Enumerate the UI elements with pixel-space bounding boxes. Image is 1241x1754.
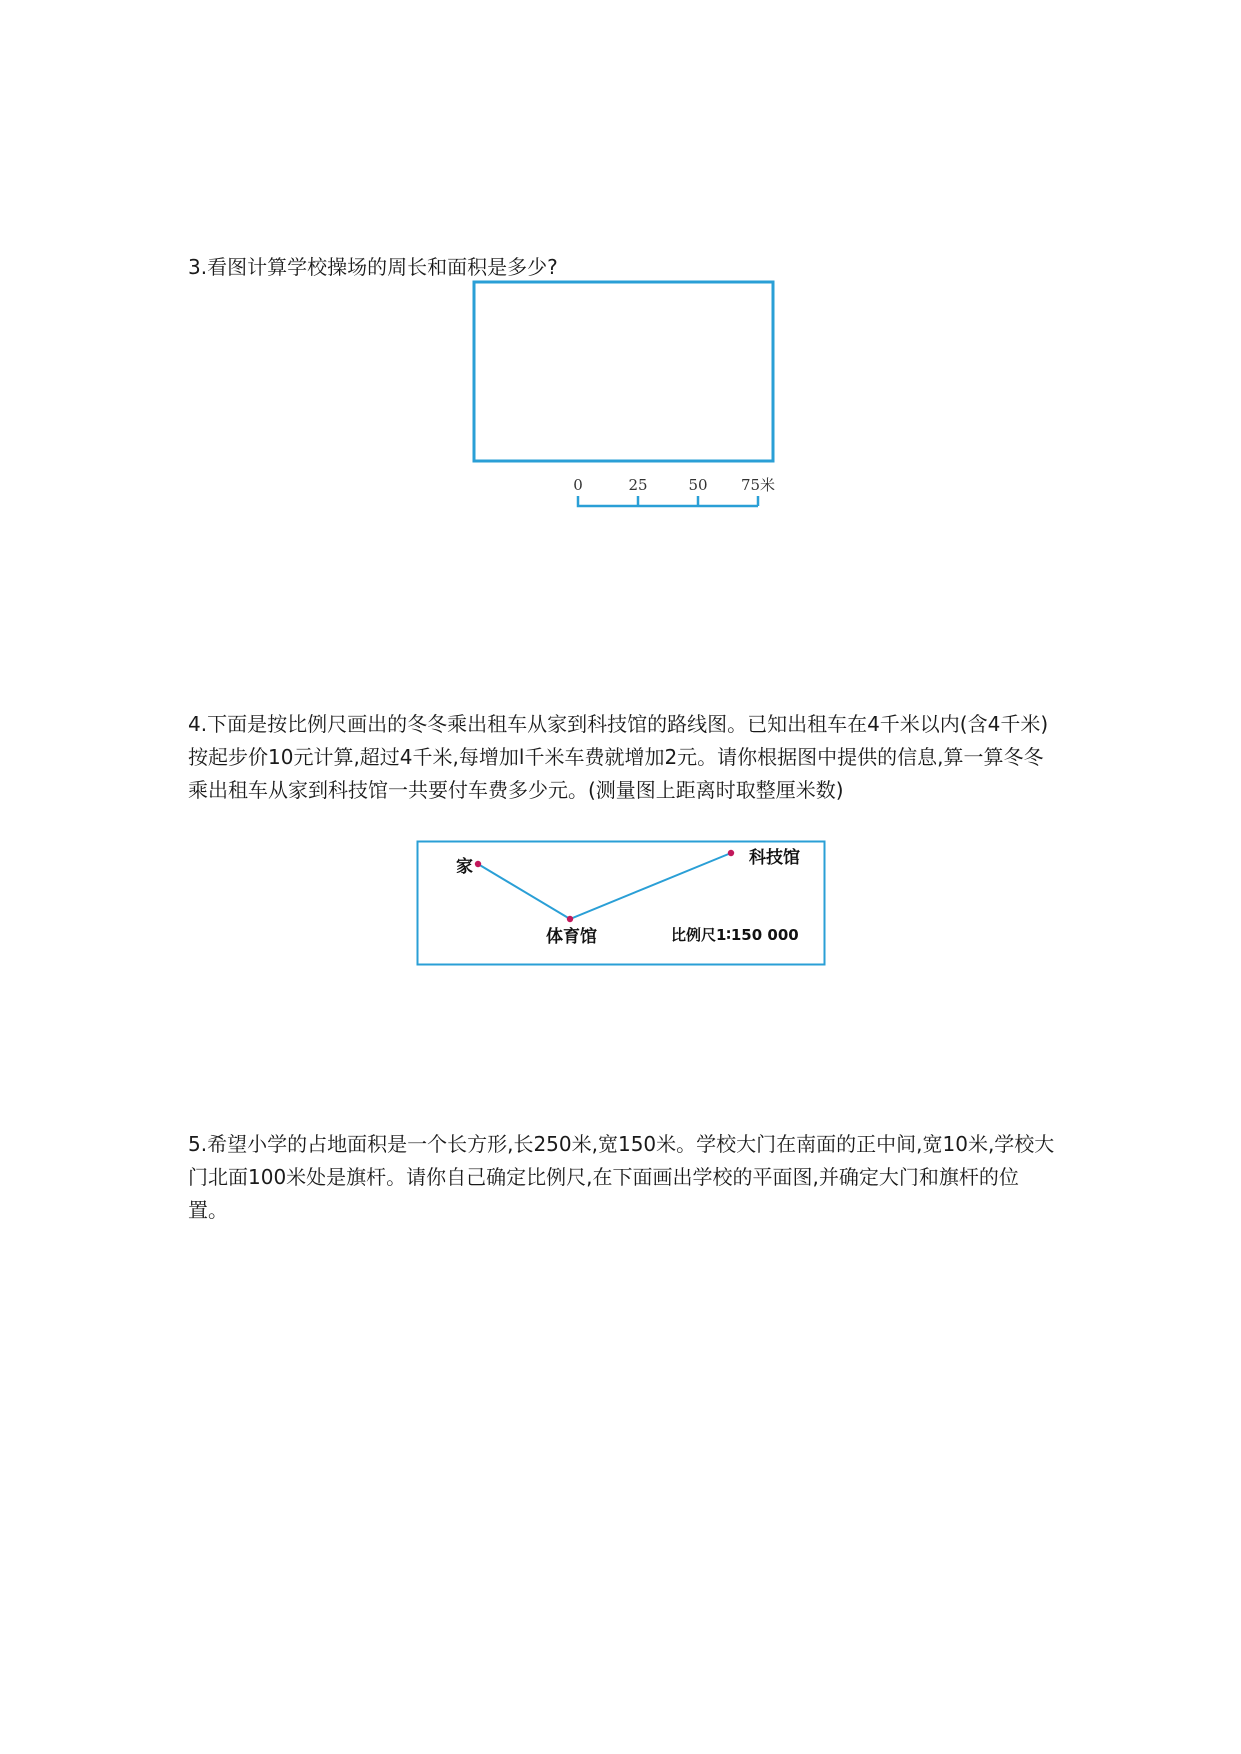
scale-tick-label: 50 [688,476,708,494]
scale-tick-label: 75米 [740,476,776,494]
route-line [478,853,731,919]
map-scale-label: 比例尺1∶150 000 [671,926,799,944]
scale-line [578,496,758,506]
scale-tick-label: 25 [628,476,648,494]
home-point [475,861,481,867]
playground-rectangle [474,282,773,461]
museum-label: 科技馆 [749,848,800,868]
route-map [416,840,826,966]
question-3-text: 3.看图计算学校操场的周长和面积是多少? [188,255,558,279]
question-5-text: 5.希望小学的占地面积是一个长方形,长250米,宽150米。学校大门在南面的正中间,宽10米,学校大门北面100米处是旗杆。请你自己确定比例尺,在下面画出学校的平面图,并确定大门和旗杆的位置。 [188,1132,1055,1222]
gym-label: 体育馆 [546,927,597,947]
question-4-text: 4.下面是按比例尺画出的冬冬乘出租车从家到科技馆的路线图。已知出租车在4千米以内(含4千米)按起步价10元计算,超过4千米,每增加l千米车费就增加2元。请你根据图中提供的信息,算一算冬冬乘出租车从家到科技馆一共要付车费多少元。(测量图上距离时取整厘米数) [188,712,1049,802]
museum-point [728,850,734,856]
scale-bar [573,476,775,506]
playground-figure [470,280,790,510]
gym-point [567,916,573,922]
home-label: 家 [456,857,473,877]
scale-tick-label: 0 [573,476,583,494]
